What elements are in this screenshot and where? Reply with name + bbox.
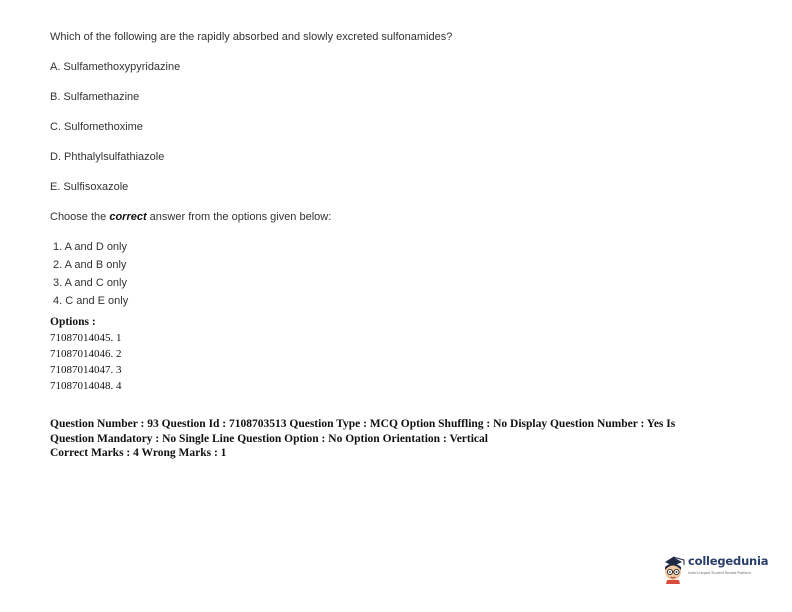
- statement-b: B. Sulfamethazine: [50, 91, 140, 103]
- statement-d: D. Phthalylsulfathiazole: [50, 151, 165, 163]
- choose-emphasis: correct: [109, 211, 147, 223]
- option-id-2: 71087014046. 2: [50, 348, 122, 360]
- logo-wordmark: collegedunia: [688, 554, 769, 568]
- statement-e: E. Sulfisoxazole: [50, 181, 129, 193]
- meta-line-3: Correct Marks : 4 Wrong Marks : 1: [50, 447, 227, 459]
- option-id-4: 71087014048. 4: [50, 380, 122, 392]
- question-text: Which of the following are the rapidly absorbed and slowly excreted sulfonamides?: [50, 31, 453, 43]
- meta-line-1: Question Number : 93 Question Id : 7108703513 Question Type : MCQ Option Shuffling : No Display Question Number : Yes Is: [50, 418, 676, 430]
- answer-option-1: 1. A and D only: [53, 241, 127, 253]
- meta-line-2: Question Mandatory : No Single Line Question Option : No Option Orientation : Vertical: [50, 432, 488, 445]
- statement-a: A. Sulfamethoxypyridazine: [50, 61, 181, 73]
- collegedunia-logo[interactable]: [660, 551, 770, 585]
- logo-tagline: India's largest Student Review Platform: [688, 571, 751, 575]
- options-title: Options :: [50, 316, 96, 328]
- answer-option-3: 3. A and C only: [53, 277, 127, 289]
- option-id-1: 71087014045. 1: [50, 332, 122, 344]
- choose-instruction: [50, 211, 331, 223]
- answer-option-2: 2. A and B only: [53, 259, 127, 271]
- choose-before: Choose the: [50, 211, 110, 223]
- answer-option-4: 4. C and E only: [53, 295, 129, 307]
- statement-c: C. Sulfomethoxime: [50, 121, 143, 133]
- option-id-3: 71087014047. 3: [50, 364, 122, 376]
- student-mascot-icon: [660, 552, 686, 584]
- choose-after: answer from the options given below:: [146, 211, 332, 223]
- question-meta: [50, 417, 740, 461]
